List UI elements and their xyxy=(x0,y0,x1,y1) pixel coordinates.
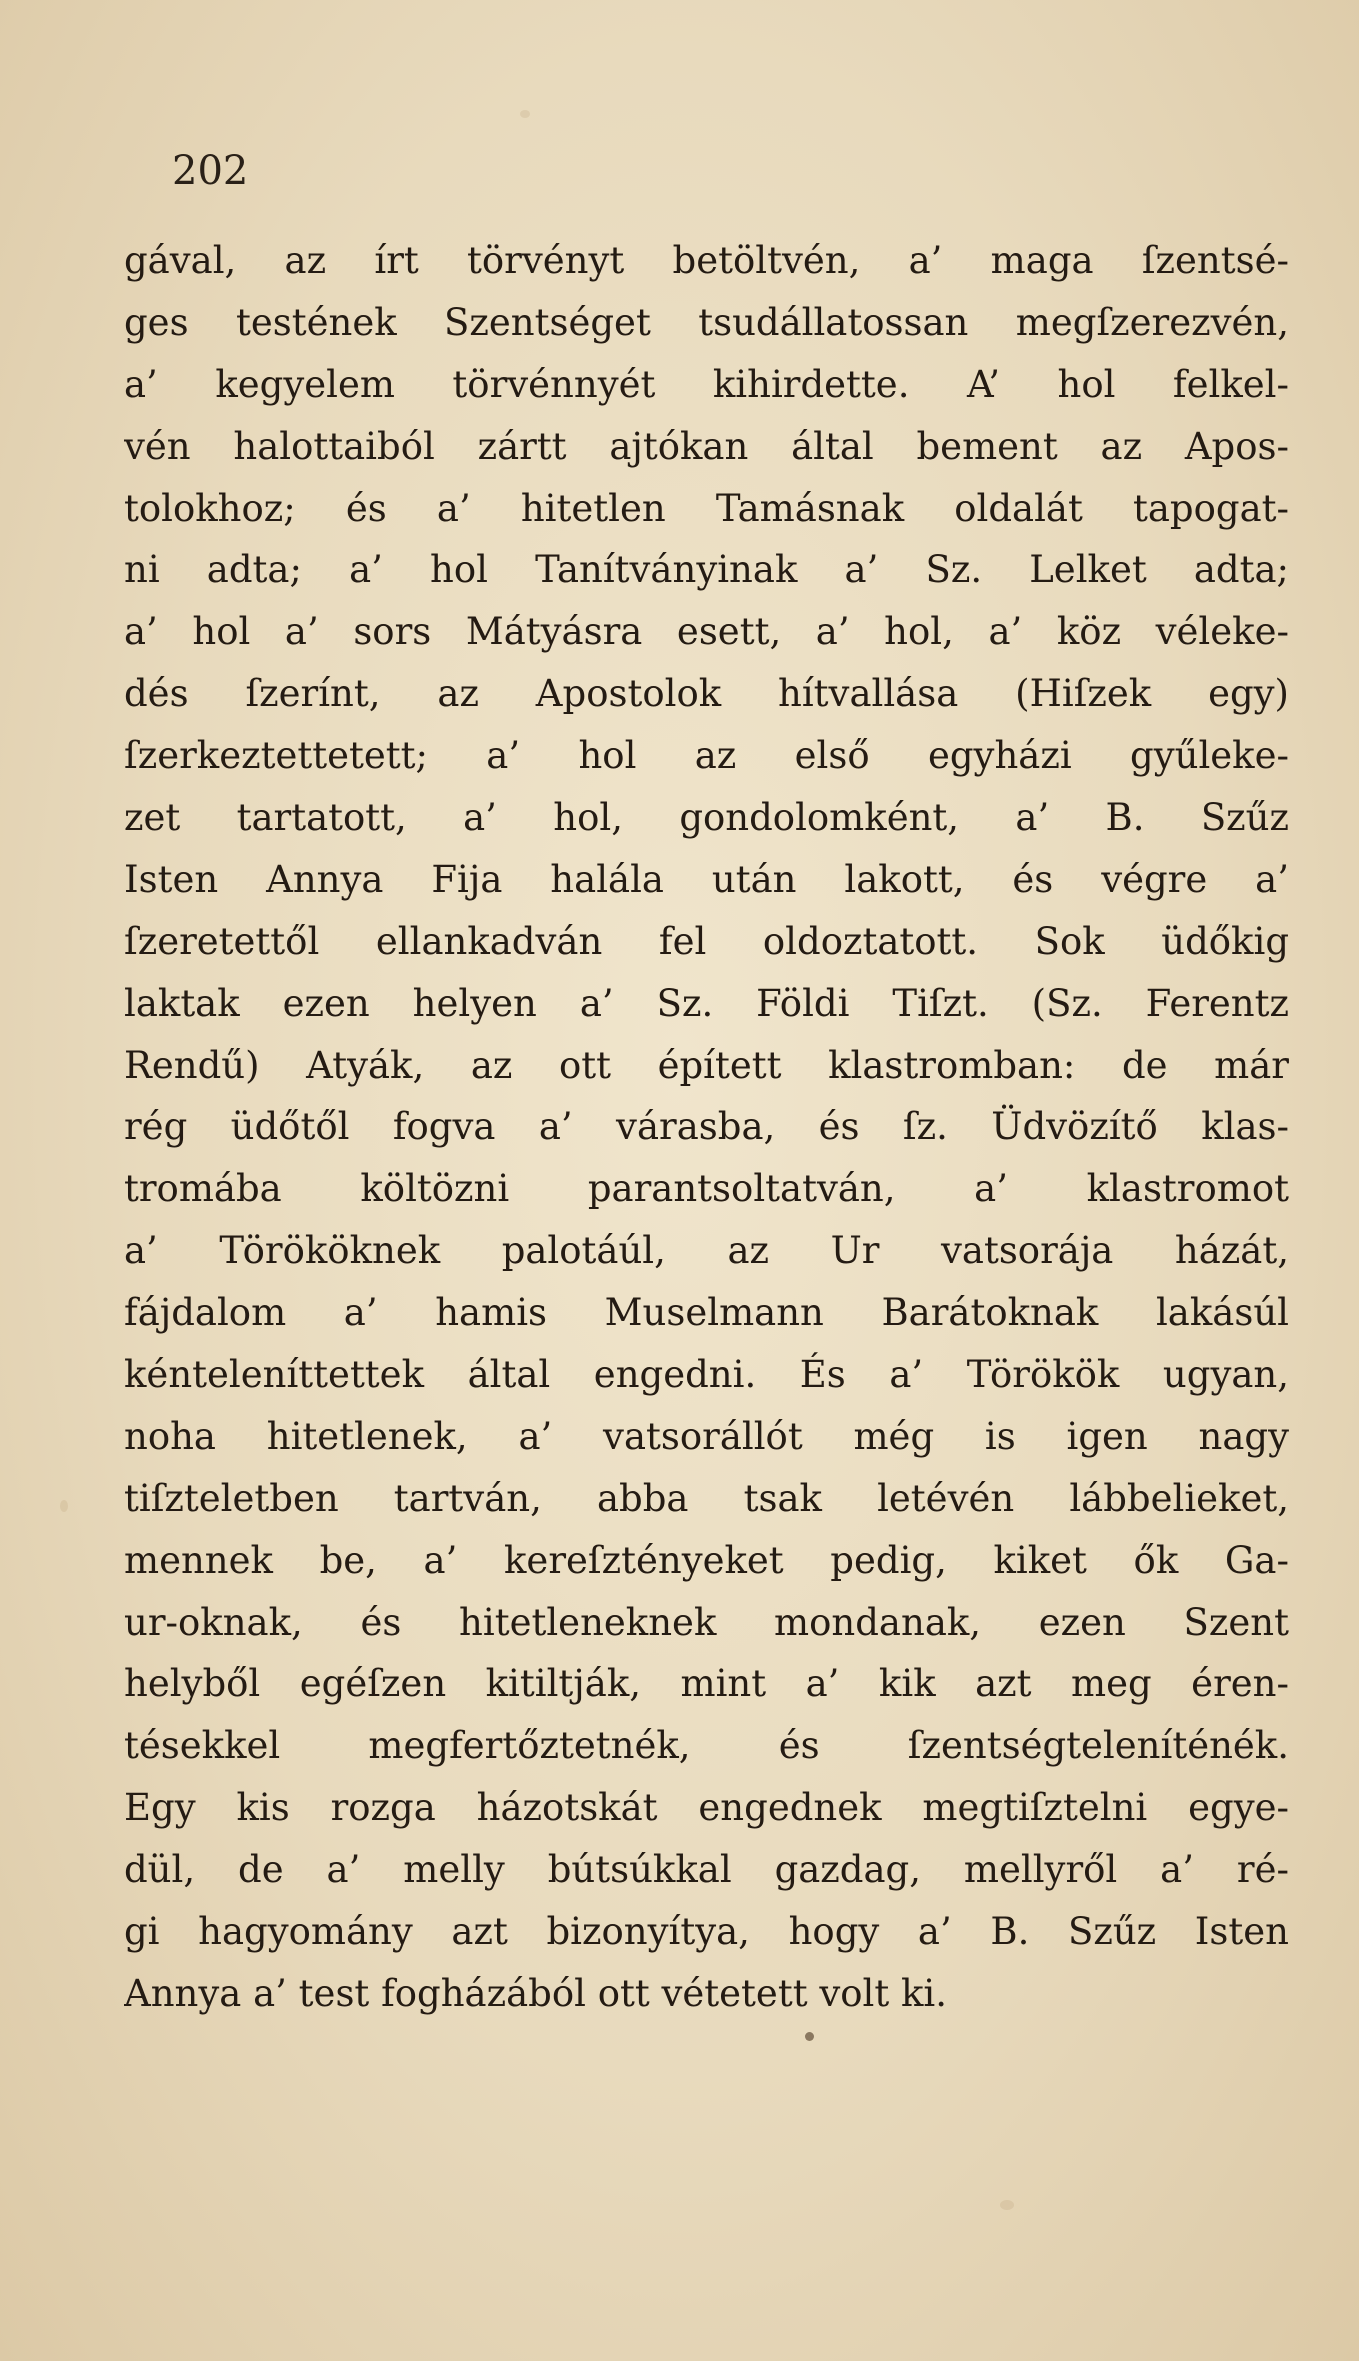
body-text xyxy=(124,230,1289,2025)
text-line: Rendű) Atyák, az ott épített klastromban: de már xyxy=(124,1043,1289,1087)
text-line: dül, de a’ melly bútsúkkal gazdag, mellyről a’ ré- xyxy=(124,1848,1289,1892)
text-line: tromába költözni parantsoltatván, a’ klastromot xyxy=(124,1167,1289,1211)
text-line: ſzeretettől ellankadván fel oldoztatott. Sok üdőkig xyxy=(124,919,1289,963)
text-line: tésekkel megfertőztetnék, és ſzentségteleníténék. xyxy=(124,1724,1289,1768)
text-line: ges testének Szentséget tsudállatossan megſzerezvén, xyxy=(124,300,1289,344)
text-line: mennek be, a’ kereſztényeket pedig, kiket ők Ga- xyxy=(124,1538,1289,1582)
text-line: gi hagyomány azt bizonyítya, hogy a’ B. Szűz Isten xyxy=(124,1910,1289,1954)
text-line: tiſzteletben tartván, abba tsak letévén lábbelieket, xyxy=(124,1476,1289,1520)
text-line: Isten Annya Fija halála után lakott, és végre a’ xyxy=(124,857,1289,901)
paper-stain xyxy=(805,2032,814,2041)
page-number: 202 xyxy=(172,148,249,194)
text-line: a’ Törököknek palotáúl, az Ur vatsorája házát, xyxy=(124,1229,1289,1273)
text-line: tolokhoz; és a’ hitetlen Tamásnak oldalát tapogat- xyxy=(124,486,1289,530)
paper-stain xyxy=(60,1500,68,1512)
text-line: dés ſzerínt, az Apostolok hítvallása (Hiſzek egy) xyxy=(124,672,1289,716)
text-line: Egy kis rozga házotskát engednek megtiſztelni egye- xyxy=(124,1786,1289,1830)
text-line: laktak ezen helyen a’ Sz. Földi Tiſzt. (Sz. Ferentz xyxy=(124,981,1289,1025)
text-line: helyből egéſzen kitiltják, mint a’ kik azt meg éren- xyxy=(124,1662,1289,1706)
text-line: ni adta; a’ hol Tanítványinak a’ Sz. Lelket adta; xyxy=(124,548,1289,592)
text-line: kénteleníttettek által engedni. És a’ Törökök ugyan, xyxy=(124,1353,1289,1397)
text-line: rég üdőtől fogva a’ várasba, és ſz. Üdvözítő klas- xyxy=(124,1105,1289,1149)
text-line: noha hitetlenek, a’ vatsorállót még is igen nagy xyxy=(124,1414,1289,1458)
text-line: fájdalom a’ hamis Muselmann Barátoknak lakásúl xyxy=(124,1291,1289,1335)
text-line: ur-oknak, és hitetleneknek mondanak, ezen Szent xyxy=(124,1600,1289,1644)
paper-stain xyxy=(1000,2200,1014,2210)
text-line: gával, az írt törvényt betöltvén, a’ maga ſzentsé- xyxy=(124,239,1289,282)
text-line: a’ kegyelem törvénnyét kihirdette. A’ hol felkel- xyxy=(124,362,1289,406)
text-line: vén halottaiból zártt ajtókan által bement az Apos- xyxy=(124,424,1289,468)
text-line: a’ hol a’ sors Mátyásra esett, a’ hol, a’ köz véleke- xyxy=(124,610,1289,654)
paper-stain xyxy=(520,110,530,118)
text-line: zet tartatott, a’ hol, gondolomként, a’ B. Szűz xyxy=(124,796,1289,840)
text-line: Annya a’ test fogházából ott vétetett volt ki. xyxy=(124,1971,947,2015)
text-line: ſzerkeztettetett; a’ hol az első egyházi gyűleke- xyxy=(124,734,1289,778)
